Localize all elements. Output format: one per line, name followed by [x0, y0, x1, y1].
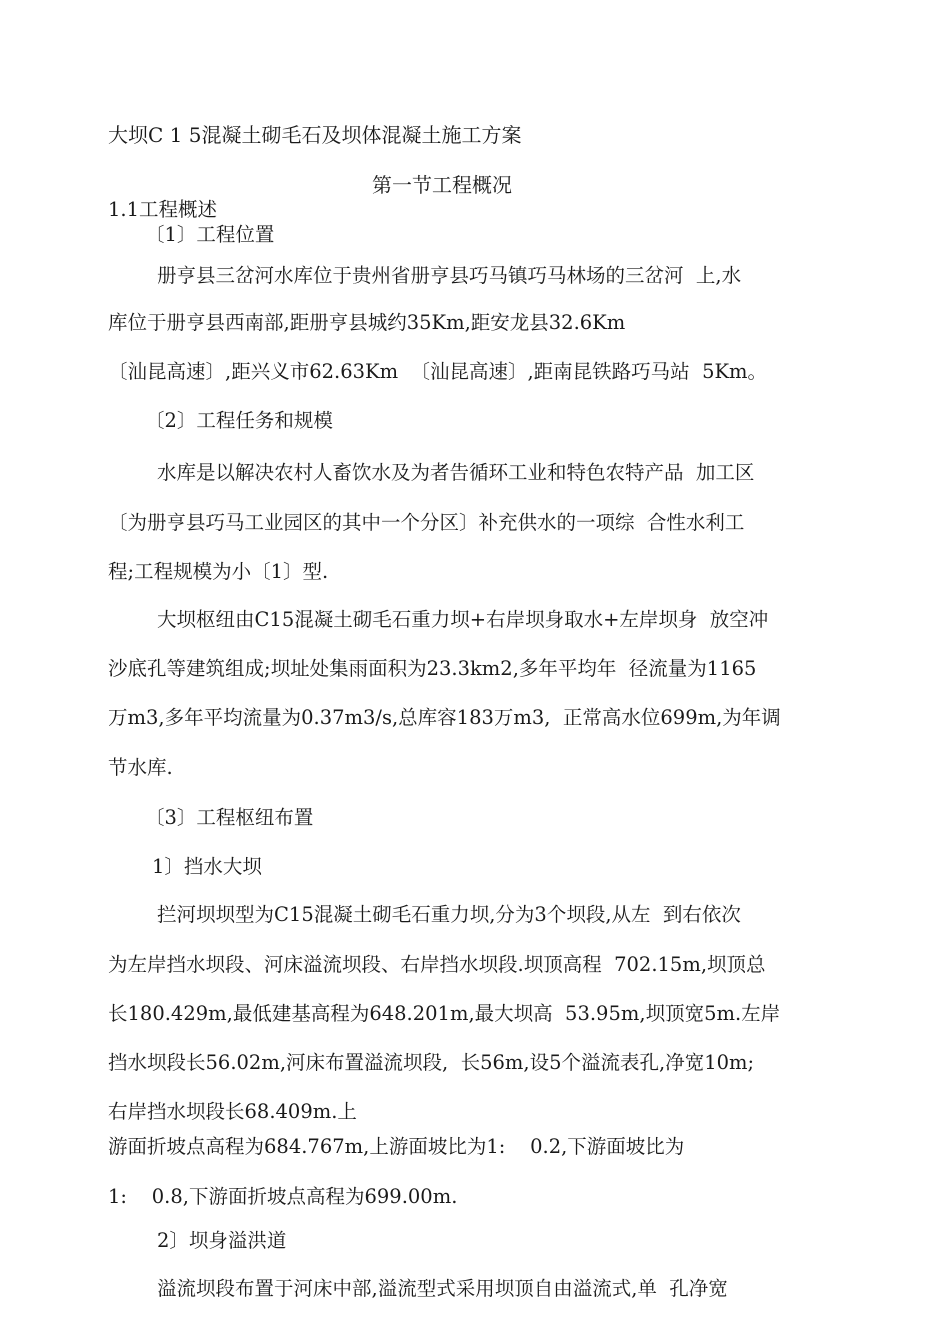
paragraph-line: 沙底孔等建筑组成;坝址处集雨面积为23.3km2,多年平均年 径流量为1165: [108, 657, 757, 680]
paragraph-line: 溢流坝段布置于河床中部,溢流型式采用坝顶自由溢流式,单 孔净宽: [157, 1277, 728, 1300]
paragraph-line: 为左岸挡水坝段、河床溢流坝段、右岸挡水坝段.坝顶高程 702.15m,坝顶总: [108, 953, 766, 976]
paragraph-line: 大坝枢纽由C15混凝土砌毛石重力坝+右岸坝身取水+左岸坝身 放空冲: [157, 608, 769, 631]
item-heading-layout: 〔3〕工程枢纽布置: [145, 806, 314, 829]
sub-heading-dam: 1〕挡水大坝: [152, 855, 262, 878]
paragraph-line: 右岸挡水坝段长68.409m.上: [108, 1100, 357, 1123]
paragraph-line: 〔为册亨县巧马工业园区的其中一个分区〕补充供水的一项综 合性水利工: [108, 511, 745, 534]
paragraph-line: 拦河坝坝型为C15混凝土砌毛石重力坝,分为3个坝段,从左 到右依次: [157, 903, 741, 926]
paragraph-line: 程;工程规模为小〔1〕型.: [108, 560, 329, 583]
paragraph-line: 游面折坡点高程为684.767m,上游面坡比为1: 0.2,下游面坡比为: [108, 1135, 685, 1158]
section-title: 第一节工程概况: [372, 173, 512, 197]
paragraph-line: 长180.429m,最低建基高程为648.201m,最大坝高 53.95m,坝顶宽5m.左岸: [108, 1002, 781, 1025]
paragraph-line: 水库是以解决农村人畜饮水及为者告循环工业和特色农特产品 加工区: [157, 461, 755, 484]
sub-heading-spillway: 2〕坝身溢洪道: [157, 1229, 287, 1252]
paragraph-line: 〔汕昆高速〕,距兴义市62.63Km 〔汕昆高速〕,距南昆铁路巧马站 5Km。: [108, 360, 768, 383]
paragraph-line: 1: 0.8,下游面折坡点高程为699.00m.: [108, 1185, 458, 1208]
paragraph-line: 万m3,多年平均流量为0.37m3/s,总库容183万m3, 正常高水位699m,为年调: [108, 706, 781, 729]
item-heading-scale: 〔2〕工程任务和规模: [145, 409, 333, 432]
paragraph-line: 节水库.: [108, 756, 173, 779]
paragraph-line: 库位于册亨县西南部,距册亨县城约35Km,距安龙县32.6Km: [108, 311, 626, 334]
document-title: 大坝C 1 5混凝土砌毛石及坝体混凝土施工方案: [108, 123, 522, 147]
item-heading-location: 〔1〕工程位置: [145, 223, 275, 246]
paragraph-line: 挡水坝段长56.02m,河床布置溢流坝段, 长56m,设5个溢流表孔,净宽10m;: [108, 1051, 755, 1074]
subsection-heading: 1.1工程概述: [108, 198, 218, 221]
paragraph-line: 册亨县三岔河水库位于贵州省册亨县巧马镇巧马林场的三岔河 上,水: [157, 264, 742, 287]
